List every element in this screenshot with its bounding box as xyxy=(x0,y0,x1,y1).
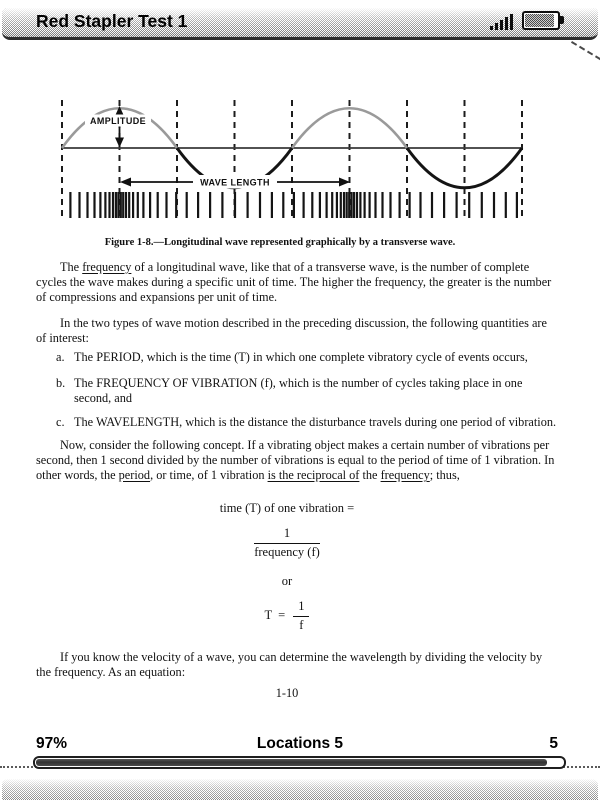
progress-bar xyxy=(33,756,566,769)
location-number: 5 xyxy=(549,735,558,752)
status-icons xyxy=(490,10,564,30)
fraction-denominator: frequency (f) xyxy=(254,545,320,559)
fraction-numerator: 1 xyxy=(254,526,320,544)
paragraph-velocity: If you know the velocity of a wave, you can determine the wavelength by dividing the velocity by the frequency. As an equation: xyxy=(36,650,543,679)
reading-area[interactable] xyxy=(0,94,600,701)
wavelength-label: WAVE LENGTH xyxy=(200,177,270,188)
bottom-bar xyxy=(2,779,598,800)
paragraph-quantities: In the two types of wave motion described in the preceding discussion, the following quantities are of interest: xyxy=(36,316,547,345)
book-page-number: 1-10 xyxy=(275,686,299,700)
list-item-period: a. The PERIOD, which is the time (T) in which one complete vibratory cycle of events occurs, xyxy=(56,350,528,364)
formula-or: or xyxy=(281,574,293,588)
formula-t-equals: T = $\frac{1}{f}$ xyxy=(36,599,538,633)
formula-intro: time (T) of one vibration = xyxy=(219,501,355,515)
amplitude-label: AMPLITUDE xyxy=(89,116,147,126)
page-curl-icon[interactable] xyxy=(571,41,600,60)
amplitude-arrow xyxy=(115,106,124,148)
paragraph-frequency: The frequency of a longitudinal wave, like that of a transverse wave, is the number of complete cycles the wave makes during a specific unit of time. The higher the frequency, the greater is the number of compressions and expansions per unit of time. xyxy=(36,260,552,304)
battery-nub xyxy=(560,16,564,24)
battery-level xyxy=(525,14,554,27)
battery-icon xyxy=(522,11,560,30)
locations-label: Locations 5 xyxy=(256,735,344,752)
paragraph-concept: Now, consider the following concept. If a vibrating object makes a certain number of vibrations per second, then 1 second divided by the number of vibrations is equal to the period of time of 1 vibration. In other words, the period, or time, of 1 vibration is the reciprocal of the frequency; thus, xyxy=(36,438,555,482)
list-item-wavelength: c. The WAVELENGTH, which is the distance the disturbance travels during one period of vibration. xyxy=(56,415,557,429)
list-item-frequency: b. The FREQUENCY OF VIBRATION (f), which is the number of cycles taking place in one second, and xyxy=(56,376,523,405)
reading-percent: 97% xyxy=(36,735,68,752)
title-bar xyxy=(2,8,598,40)
book-title: Red Stapler Test 1 xyxy=(36,11,188,31)
figure-caption: Figure 1-8.—Longitudinal wave represented graphically by a transverse wave. xyxy=(104,237,456,248)
formula-fraction xyxy=(36,526,538,560)
compression-bars xyxy=(70,192,517,218)
progress-fill xyxy=(36,759,547,766)
signal-strength-icon xyxy=(490,13,513,30)
wave-figure xyxy=(40,94,560,222)
